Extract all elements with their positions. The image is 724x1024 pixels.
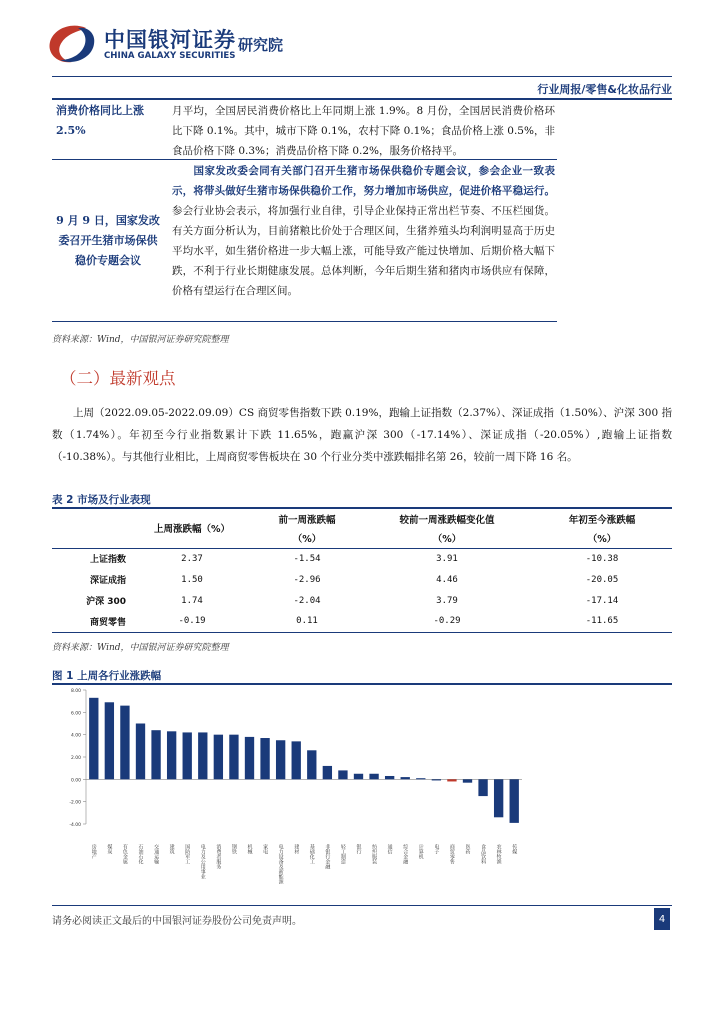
bar <box>432 779 441 780</box>
figure-title: 图 1 上周各行业涨跌幅 <box>52 670 162 682</box>
bar <box>198 732 207 779</box>
bar <box>276 740 285 779</box>
table-subheader: （%） <box>292 533 322 545</box>
x-category-label: 消费者服务 <box>215 844 222 869</box>
bar <box>385 776 394 779</box>
bar <box>105 702 114 779</box>
bar <box>478 779 487 796</box>
table-row: 上证指数 2.37 -1.54 3.91 -10.38 <box>89 553 619 566</box>
x-category-label: 传媒 <box>511 844 518 854</box>
bar <box>245 737 254 779</box>
table-header: 上周涨跌幅（%） <box>132 508 252 548</box>
report-type: 行业周报/零售&化妆品行业 <box>537 83 672 96</box>
x-category-label: 煤炭 <box>106 844 113 854</box>
table-subheader: （%） <box>587 533 617 545</box>
y-tick-label: 0.00 <box>70 778 81 784</box>
institute-name: 研究院 <box>238 36 284 54</box>
x-category-label: 家电 <box>262 844 269 854</box>
bar <box>354 774 363 780</box>
table2-source: 资料来源：Wind，中国银河证券研究院整理 <box>52 643 229 653</box>
event-text-body: 参会行业协会表示，将加强行业自律，引导企业保持正常出栏节奏、不压栏囤货。有关方面分析认为，目前猪粮比价处于合理区间，生猪养殖头均利润明显高于历史平均水平，如生猪价格进一步大幅上涨，可能导致产能过快增加、后期价格大幅下跌，不利于行业长期健康发展。总体判断，今年后期生猪和猪肉市场供应有保障，价格有望运行在合理区间。 <box>172 205 555 297</box>
event-label: 消费价格同比上涨 2.5% <box>56 104 144 137</box>
x-category-label: 食品饮料 <box>480 844 487 864</box>
header-divider <box>52 76 672 77</box>
bar <box>494 779 503 817</box>
table-row: 沪深 300 1.74 -2.04 3.79 -17.14 <box>86 595 619 607</box>
event-text-bold: 国家发改委会同有关部门召开生猪市场保供稳价专题会议，参会企业一致表示，将带头做好生猪市场保供稳价工作，努力增加市场供应，促进价格平稳运行。 <box>172 165 555 197</box>
bar <box>292 741 301 779</box>
figure-divider <box>52 683 672 685</box>
bar <box>89 698 98 780</box>
bar <box>401 777 410 779</box>
x-category-label: 电力及公用事业 <box>199 844 206 879</box>
x-category-label: 电力设备及新能源 <box>277 844 284 884</box>
bar <box>307 750 316 779</box>
x-category-label: 国防军工 <box>184 844 191 864</box>
disclaimer: 请务必阅读正文最后的中国银河证券股份公司免责声明。 <box>52 916 302 927</box>
bar <box>463 779 472 782</box>
table-subheader: （%） <box>432 533 462 545</box>
y-tick-label: 6.00 <box>70 711 81 717</box>
bar <box>167 731 176 779</box>
section-paragraph: 上周（2022.09.05-2022.09.09）CS 商贸零售指数下跌 0.19%，跑输上证指数（2.37%）、深证成指（1.50%）、沪深 300 指数（1.74%）。年初至今行业指数累计下跌 11.65%，跑赢沪深 300（-17.14%）、深证成指（-20.05%）,跑输上证指数（-10.38%）。与其他行业相比，上周商贸零售板块在 30 个行业分类中涨跌幅排名第 26，较前一周下降 16 名。 <box>52 407 672 463</box>
y-tick-label: 8.00 <box>70 689 81 694</box>
x-category-label: 商贸零售 <box>448 844 455 864</box>
industry-return-chart <box>52 686 672 901</box>
y-tick-label: 2.00 <box>70 756 81 761</box>
x-category-label: 轻工制造 <box>339 844 346 864</box>
footer-divider <box>52 905 672 906</box>
x-category-label: 房地产 <box>90 844 97 859</box>
bar <box>136 724 145 780</box>
x-category-label: 农林牧渔 <box>495 844 502 864</box>
x-category-label: 有色金属 <box>121 844 128 864</box>
table2-title: 表 2 市场及行业表现 <box>52 494 151 506</box>
x-category-label: 基础化工 <box>308 844 315 864</box>
x-category-label: 纺织服装 <box>371 844 378 864</box>
table-header: 年初至今涨跌幅 <box>568 514 636 526</box>
x-category-label: 医药 <box>464 844 471 854</box>
bar <box>151 730 160 779</box>
table-header: 前一周涨跌幅 <box>278 514 336 526</box>
x-category-label: 机械 <box>246 844 253 854</box>
event-text <box>164 160 557 321</box>
market-table <box>52 507 672 633</box>
bar <box>183 732 192 779</box>
event-label: 9 月 9 日，国家发改委召开生猪市场保供稳价专题会议 <box>56 213 160 267</box>
bar <box>416 778 425 779</box>
bar <box>229 735 238 780</box>
section-title: （二）最新观点 <box>60 369 176 388</box>
galaxy-logo-icon <box>46 22 98 66</box>
y-tick-label: 4.00 <box>70 733 81 739</box>
bar <box>510 779 519 823</box>
event-table <box>52 100 557 322</box>
x-category-label: 交通运输 <box>153 844 160 864</box>
x-category-label: 建筑 <box>168 844 175 854</box>
company-name-en: CHINA GALAXY SECURITIES <box>104 51 236 61</box>
table-header: 较前一周涨跌幅变化值 <box>399 514 495 526</box>
page-number: 4 <box>654 908 670 930</box>
x-category-label: 通信 <box>386 844 393 854</box>
y-tick-label: -4.00 <box>69 823 81 828</box>
x-category-label: 计算机 <box>417 844 424 859</box>
company-name-cn: 中国银河证券 <box>104 28 236 52</box>
event-row <box>52 160 557 322</box>
x-category-label: 钢铁 <box>230 844 237 854</box>
x-category-label: 石油石化 <box>137 844 144 864</box>
bar <box>120 706 129 780</box>
x-category-label: 综合金融 <box>402 844 409 864</box>
x-category-label: 银行 <box>355 844 362 854</box>
bar <box>260 738 269 779</box>
bar <box>323 766 332 779</box>
x-category-label: 电子 <box>433 844 440 854</box>
y-tick-label: -2.00 <box>69 800 81 806</box>
bar <box>369 774 378 780</box>
table-row: 商贸零售 -0.19 0.11 -0.29 -11.65 <box>52 611 672 632</box>
x-category-label: 建材 <box>293 844 300 854</box>
table-row: 深证成指 1.50 -2.96 4.46 -20.05 <box>89 574 619 586</box>
event-text: 月平均，全国居民消费价格比上年同期上涨 1.9%。8 月份，全国居民消费价格环比下降 0.1%。其中，城市下降 0.1%，农村下降 0.1%；食品价格上涨 0.5%，非食品价格下降 0.3%；消费品价格下降 0.2%，服务价格持平。 <box>172 105 555 157</box>
bar <box>338 770 347 779</box>
bar <box>447 779 456 781</box>
bar <box>214 735 223 780</box>
event-table-source: 资料来源：Wind，中国银河证券研究院整理 <box>52 335 229 345</box>
event-row <box>52 100 557 160</box>
x-category-label: 非银行金融 <box>324 844 331 869</box>
